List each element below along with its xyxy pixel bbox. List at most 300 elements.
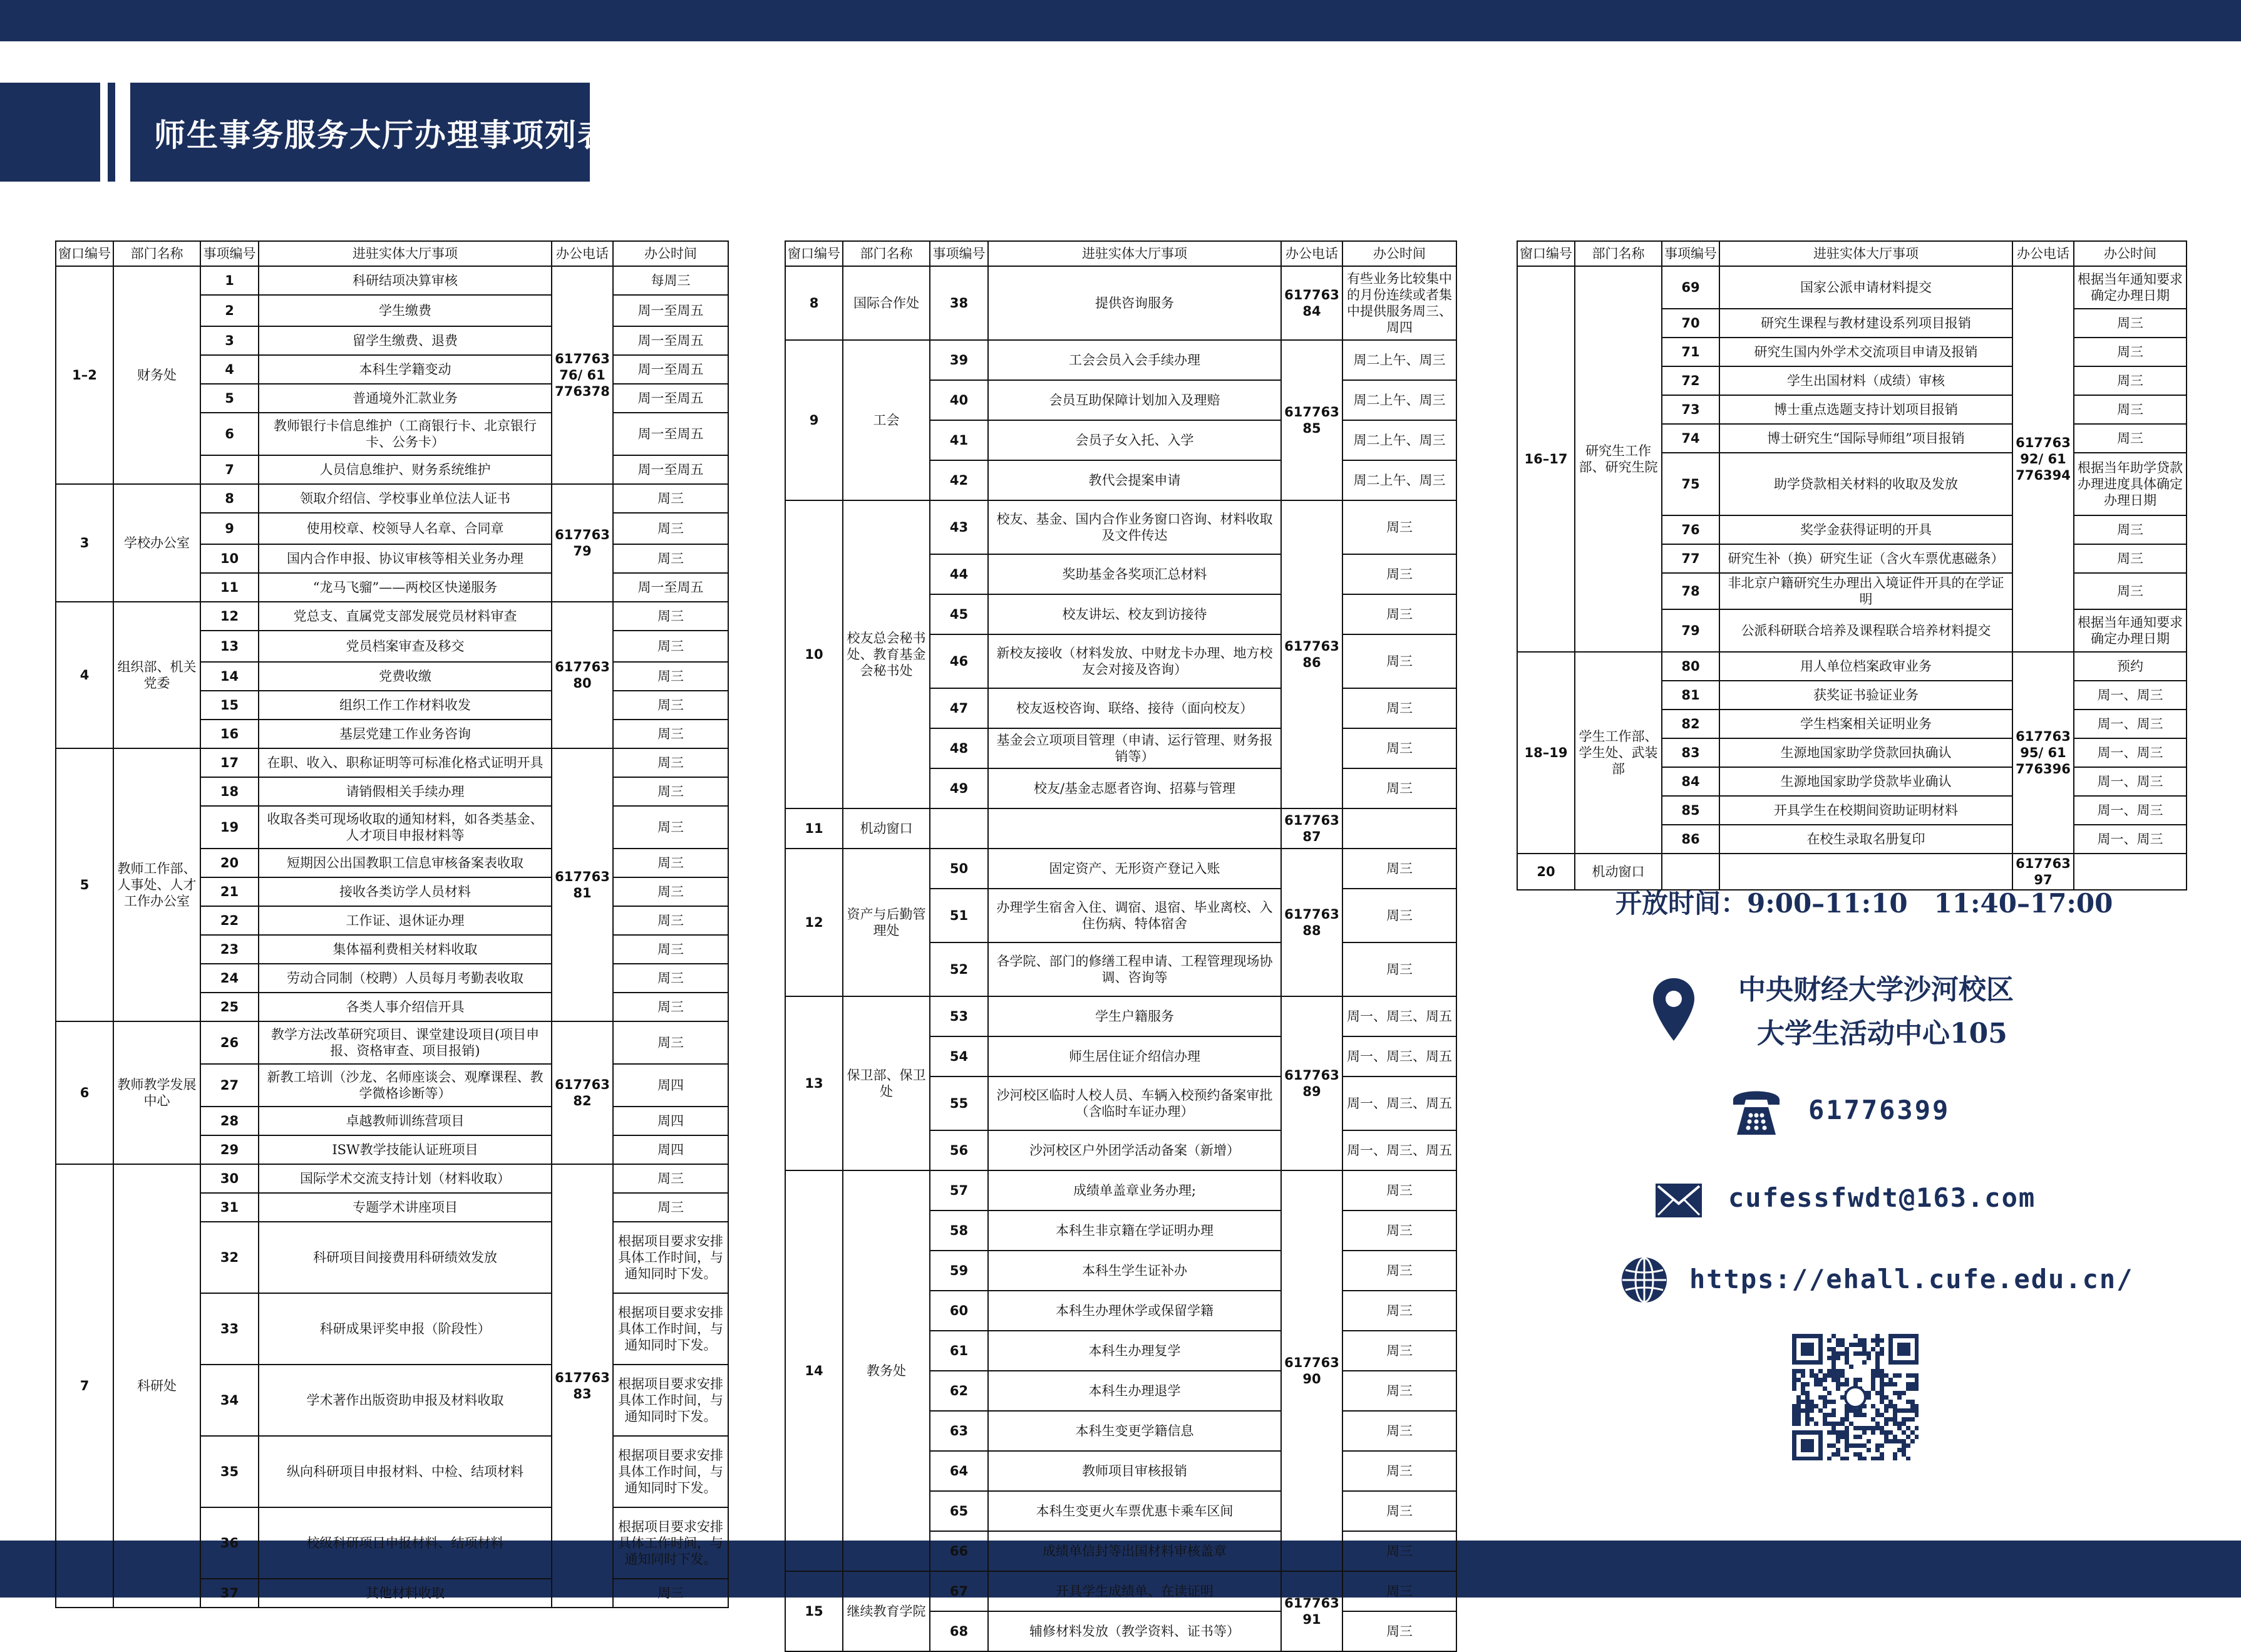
office-phone: 61776379 — [552, 484, 613, 602]
item-number: 56 — [930, 1130, 988, 1170]
office-hours: 周二上午、周三 — [1342, 460, 1456, 500]
item-number: 59 — [930, 1251, 988, 1291]
column-header: 部门名称 — [843, 241, 930, 266]
item-number: 86 — [1662, 825, 1719, 854]
office-hours: 周三 — [1342, 1411, 1456, 1451]
item-name: 学生出国材料（成绩）审核 — [1719, 366, 2012, 395]
item-name: 本科生学生证补办 — [988, 1251, 1281, 1291]
item-number: 11 — [200, 573, 259, 602]
title-block — [0, 83, 610, 182]
office-hours: 周三 — [1342, 942, 1456, 996]
table-right — [1517, 240, 2187, 891]
office-hours: 周三 — [613, 906, 728, 935]
item-name: 成绩单信封等出国材料审核盖章 — [988, 1531, 1281, 1571]
column-header: 部门名称 — [1575, 241, 1662, 266]
column-header: 事项编号 — [1662, 241, 1719, 266]
item-number: 63 — [930, 1411, 988, 1451]
office-hours: 周一、周三 — [2074, 710, 2187, 738]
office-hours: 周一至周五 — [613, 326, 728, 355]
item-name: 国家公派申请材料提交 — [1719, 266, 2012, 309]
table-row — [56, 602, 728, 631]
item-name: 使用校章、校领导人名章、合同章 — [259, 513, 552, 544]
office-hours: 周三 — [613, 964, 728, 993]
item-name: 教师银行卡信息维护（工商银行卡、北京银行卡、公务卡） — [259, 413, 552, 455]
office-hours: 周三 — [613, 544, 728, 573]
window-number: 3 — [56, 484, 113, 602]
window-number: 7 — [56, 1164, 113, 1608]
window-number: 5 — [56, 748, 113, 1021]
item-number: 36 — [200, 1507, 259, 1579]
table-row — [785, 1170, 1456, 1211]
item-number: 2 — [200, 295, 259, 326]
office-phone: 61776389 — [1281, 996, 1342, 1170]
item-name: 请销假相关手续办理 — [259, 777, 552, 806]
item-name: 沙河校区临时人校人员、车辆入校预约备案审批（含临时车证办理） — [988, 1076, 1281, 1130]
item-number: 80 — [1662, 652, 1719, 681]
table-row — [56, 1164, 728, 1193]
item-number: 52 — [930, 942, 988, 996]
header-row — [785, 241, 1456, 266]
item-number: 33 — [200, 1293, 259, 1365]
window-number: 8 — [785, 266, 843, 340]
office-phone: 61776381 — [552, 748, 613, 1021]
item-name: ISW教学技能认证班项目 — [259, 1135, 552, 1164]
office-hours: 周三 — [2074, 309, 2187, 338]
item-name: 本科生办理复学 — [988, 1331, 1281, 1371]
office-hours: 预约 — [2074, 652, 2187, 681]
item-name: 教代会提案申请 — [988, 460, 1281, 500]
envelope-icon — [1656, 1184, 1702, 1217]
qr-code[interactable] — [1792, 1334, 1919, 1460]
item-name: 开具学生成绩单、在读证明 — [988, 1571, 1281, 1611]
page-title: 师生事务服务大厅办理事项列表 — [154, 116, 610, 153]
item-name: 国际学术交流支持计划（材料收取） — [259, 1164, 552, 1193]
office-hours: 周三 — [1342, 849, 1456, 889]
column-header: 窗口编号 — [56, 241, 113, 266]
office-hours: 周三 — [1342, 1531, 1456, 1571]
item-number: 30 — [200, 1164, 259, 1193]
office-hours: 根据项目要求安排具体工作时间，与通知同时下发。 — [613, 1222, 728, 1293]
table-row — [56, 484, 728, 513]
department-name: 学校办公室 — [113, 484, 200, 602]
item-number: 22 — [200, 906, 259, 935]
item-number: 31 — [200, 1193, 259, 1222]
item-name: 生源地国家助学贷款回执确认 — [1719, 738, 2012, 767]
item-name: 会员子女入托、入学 — [988, 420, 1281, 460]
title-bar-left — [0, 83, 100, 182]
item-number: 65 — [930, 1491, 988, 1531]
department-name: 财务处 — [113, 266, 200, 484]
item-number: 40 — [930, 380, 988, 420]
office-phone: 61776391 — [1281, 1571, 1342, 1651]
item-number: 4 — [200, 355, 259, 384]
office-hours: 根据项目要求安排具体工作时间，与通知同时下发。 — [613, 1436, 728, 1507]
item-number: 41 — [930, 420, 988, 460]
office-hours: 周三 — [1342, 728, 1456, 768]
column-header: 办公电话 — [552, 241, 613, 266]
office-hours: 周一、周三、周五 — [1342, 1076, 1456, 1130]
item-number: 8 — [200, 484, 259, 513]
office-hours: 周三 — [2074, 515, 2187, 544]
table-row — [56, 266, 728, 295]
office-hours: 周三 — [613, 849, 728, 877]
table-row — [785, 500, 1456, 554]
office-hours: 周三 — [613, 877, 728, 906]
department-name: 组织部、机关党委 — [113, 602, 200, 748]
office-hours: 周三 — [1342, 1451, 1456, 1491]
item-name: 博士重点选题支持计划项目报销 — [1719, 395, 2012, 424]
title-bar-stripe — [108, 83, 115, 182]
item-number: 37 — [200, 1579, 259, 1608]
item-number: 72 — [1662, 366, 1719, 395]
item-number: 49 — [930, 768, 988, 808]
department-name: 教师教学发展中心 — [113, 1021, 200, 1164]
item-number: 78 — [1662, 573, 1719, 609]
item-number: 43 — [930, 500, 988, 554]
item-name: 新校友接收（材料发放、中财龙卡办理、地方校友会对接及咨询） — [988, 634, 1281, 688]
item-name: 教师项目审核报销 — [988, 1451, 1281, 1491]
item-name: 用人单位档案政审业务 — [1719, 652, 2012, 681]
item-name: 开具学生在校期间资助证明材料 — [1719, 796, 2012, 825]
item-name: 沙河校区户外团学活动备案（新增） — [988, 1130, 1281, 1170]
table-row — [785, 266, 1456, 340]
item-number: 75 — [1662, 453, 1719, 515]
office-hours: 周三 — [613, 748, 728, 777]
item-name: 学生户籍服务 — [988, 996, 1281, 1036]
department-name: 教务处 — [843, 1170, 930, 1571]
item-number: 57 — [930, 1170, 988, 1211]
column-header: 部门名称 — [113, 241, 200, 266]
window-number: 13 — [785, 996, 843, 1170]
office-hours: 有些业务比较集中的月份连续或者集中提供服务周三、周四 — [1342, 266, 1456, 340]
office-hours — [1342, 808, 1456, 849]
item-number: 58 — [930, 1211, 988, 1251]
campus-line-1: 中央财经大学沙河校区 — [1738, 974, 2014, 1006]
location-pin-icon — [1651, 976, 1697, 1043]
contact-phone: 61776399 — [1808, 1095, 1950, 1125]
item-name: 教学方法改革研究项目、课堂建设项目(项目申报、资格审查、项目报销) — [259, 1021, 552, 1064]
window-number: 10 — [785, 500, 843, 808]
window-number: 11 — [785, 808, 843, 849]
item-number: 12 — [200, 602, 259, 631]
item-number: 19 — [200, 806, 259, 849]
item-number: 60 — [930, 1291, 988, 1331]
item-number: 34 — [200, 1365, 259, 1436]
item-name: 卓越教师训练营项目 — [259, 1107, 552, 1135]
column-header: 事项编号 — [930, 241, 988, 266]
office-hours: 周一至周五 — [613, 384, 728, 413]
item-number: 32 — [200, 1222, 259, 1293]
office-phone: 61776395/ 61776396 — [2012, 652, 2074, 854]
item-name: 纵向科研项目申报材料、中检、结项材料 — [259, 1436, 552, 1507]
office-hours: 周三 — [1342, 594, 1456, 634]
item-number: 62 — [930, 1371, 988, 1411]
telephone-icon — [1729, 1081, 1783, 1137]
office-hours: 根据当年通知要求确定办理日期 — [2074, 266, 2187, 309]
office-hours: 周四 — [613, 1064, 728, 1107]
item-number: 67 — [930, 1571, 988, 1611]
column-header: 窗口编号 — [785, 241, 843, 266]
item-number: 28 — [200, 1107, 259, 1135]
office-hours: 周一、周三、周五 — [1342, 1130, 1456, 1170]
item-number: 53 — [930, 996, 988, 1036]
item-name: 校友/基金志愿者咨询、招募与管理 — [988, 768, 1281, 808]
department-name: 保卫部、保卫处 — [843, 996, 930, 1170]
department-name: 科研处 — [113, 1164, 200, 1608]
item-number: 50 — [930, 849, 988, 889]
item-number: 71 — [1662, 338, 1719, 366]
item-number: 61 — [930, 1331, 988, 1371]
item-name: 党员档案审查及移交 — [259, 631, 552, 662]
item-name: 辅修材料发放（教学资料、证书等） — [988, 1611, 1281, 1651]
item-name: 基层党建工作业务咨询 — [259, 720, 552, 748]
office-phone: 61776387 — [1281, 808, 1342, 849]
top-band — [0, 0, 2241, 41]
item-name: 助学贷款相关材料的收取及发放 — [1719, 453, 2012, 515]
column-header: 办公时间 — [613, 241, 728, 266]
office-hours: 根据当年通知要求确定办理日期 — [2074, 609, 2187, 652]
item-name: 固定资产、无形资产登记入账 — [988, 849, 1281, 889]
item-number: 5 — [200, 384, 259, 413]
item-number: 3 — [200, 326, 259, 355]
office-hours: 周一、周三 — [2074, 738, 2187, 767]
item-name: 工作证、退休证办理 — [259, 906, 552, 935]
office-hours: 周三 — [1342, 554, 1456, 594]
item-name: 党费收缴 — [259, 662, 552, 691]
item-name: 工会会员入会手续办理 — [988, 340, 1281, 380]
office-phone: 61776384 — [1281, 266, 1342, 340]
window-number: 4 — [56, 602, 113, 748]
table-row — [785, 996, 1456, 1036]
department-name: 资产与后勤管理处 — [843, 849, 930, 996]
item-name: 校友讲坛、校友到访接待 — [988, 594, 1281, 634]
item-number: 77 — [1662, 544, 1719, 573]
item-name: 普通境外汇款业务 — [259, 384, 552, 413]
table-row — [785, 808, 1456, 849]
globe-icon — [1619, 1255, 1669, 1305]
item-number — [930, 808, 988, 849]
window-number: 20 — [1517, 854, 1575, 890]
office-hours: 周三 — [613, 691, 728, 720]
office-hours: 周三 — [1342, 1251, 1456, 1291]
office-hours: 周三 — [613, 935, 728, 964]
item-name: 校友、基金、国内合作业务窗口咨询、材料收取及文件传达 — [988, 500, 1281, 554]
item-name: 在校生录取名册复印 — [1719, 825, 2012, 854]
table-left — [55, 240, 729, 1608]
item-name: 劳动合同制（校聘）人员每月考勤表收取 — [259, 964, 552, 993]
item-name: 新教工培训（沙龙、名师座谈会、观摩课程、教学微格诊断等） — [259, 1064, 552, 1107]
item-number: 54 — [930, 1036, 988, 1076]
item-number: 1 — [200, 266, 259, 295]
window-number: 15 — [785, 1571, 843, 1651]
item-number: 13 — [200, 631, 259, 662]
office-hours: 周三 — [1342, 634, 1456, 688]
item-name: 提供咨询服务 — [988, 266, 1281, 340]
column-header: 窗口编号 — [1517, 241, 1575, 266]
office-phone: 61776380 — [552, 602, 613, 748]
department-name: 教师工作部、人事处、人才工作办公室 — [113, 748, 200, 1021]
item-number: 83 — [1662, 738, 1719, 767]
office-hours: 周三 — [1342, 1571, 1456, 1611]
website-url[interactable]: https://ehall.cufe.edu.cn/ — [1689, 1264, 2134, 1294]
office-hours: 周三 — [2074, 366, 2187, 395]
item-number: 7 — [200, 455, 259, 484]
office-hours: 周三 — [2074, 544, 2187, 573]
item-number: 69 — [1662, 266, 1719, 309]
item-number: 18 — [200, 777, 259, 806]
item-name: 留学生缴费、退费 — [259, 326, 552, 355]
item-name: 学生缴费 — [259, 295, 552, 326]
office-hours: 周二上午、周三 — [1342, 420, 1456, 460]
department-name: 继续教育学院 — [843, 1571, 930, 1651]
office-hours: 周三 — [1342, 500, 1456, 554]
item-name: 办理学生宿舍入住、调宿、退宿、毕业离校、入住伤病、特体宿舍 — [988, 889, 1281, 942]
item-name: 本科生办理退学 — [988, 1371, 1281, 1411]
table-row — [56, 748, 728, 777]
office-hours: 周三 — [1342, 768, 1456, 808]
department-name: 机动窗口 — [1575, 854, 1662, 890]
item-name: 领取介绍信、学校事业单位法人证书 — [259, 484, 552, 513]
item-number: 81 — [1662, 681, 1719, 710]
office-phone: 61776388 — [1281, 849, 1342, 996]
item-name: 研究生补（换）研究生证（含火车票优惠磁条） — [1719, 544, 2012, 573]
item-number: 42 — [930, 460, 988, 500]
item-name: 本科生非京籍在学证明办理 — [988, 1211, 1281, 1251]
window-number: 18–19 — [1517, 652, 1575, 854]
item-name: 基金会立项项目管理（申请、运行管理、财务报销等） — [988, 728, 1281, 768]
office-hours: 每周三 — [613, 266, 728, 295]
item-number: 64 — [930, 1451, 988, 1491]
item-number: 55 — [930, 1076, 988, 1130]
header-row — [56, 241, 728, 266]
office-hours: 周三 — [613, 806, 728, 849]
office-hours: 周四 — [613, 1107, 728, 1135]
open-hours: 开放时间：9:00–11:10 11:40–17:00 — [1615, 888, 2113, 919]
office-hours: 周三 — [1342, 1611, 1456, 1651]
department-name: 机动窗口 — [843, 808, 930, 849]
office-hours: 周三 — [613, 513, 728, 544]
item-number: 25 — [200, 993, 259, 1021]
office-hours: 周三 — [1342, 1170, 1456, 1211]
item-number: 45 — [930, 594, 988, 634]
item-name: 收取各类可现场收取的通知材料，如各类基金、人才项目申报材料等 — [259, 806, 552, 849]
office-hours: 周三 — [2074, 573, 2187, 609]
item-number: 9 — [200, 513, 259, 544]
office-hours: 周三 — [2074, 338, 2187, 366]
item-name: 研究生课程与教材建设系列项目报销 — [1719, 309, 2012, 338]
item-number: 23 — [200, 935, 259, 964]
item-name: 校友返校咨询、联络、接待（面向校友） — [988, 688, 1281, 728]
item-name: 生源地国家助学贷款毕业确认 — [1719, 767, 2012, 796]
item-number: 68 — [930, 1611, 988, 1651]
department-name: 校友总会秘书处、教育基金会秘书处 — [843, 500, 930, 808]
item-name: 研究生国内外学术交流项目申请及报销 — [1719, 338, 2012, 366]
item-name: 本科生办理休学或保留学籍 — [988, 1291, 1281, 1331]
item-number: 17 — [200, 748, 259, 777]
item-number: 84 — [1662, 767, 1719, 796]
item-number: 73 — [1662, 395, 1719, 424]
item-number: 44 — [930, 554, 988, 594]
office-hours: 周一、周三 — [2074, 825, 2187, 854]
column-header: 进驻实体大厅事项 — [988, 241, 1281, 266]
header-row — [1517, 241, 2187, 266]
item-name: 各学院、部门的修缮工程申请、工程管理现场协调、咨询等 — [988, 942, 1281, 996]
item-number: 47 — [930, 688, 988, 728]
item-name: 组织工作工作材料收发 — [259, 691, 552, 720]
window-number: 16–17 — [1517, 266, 1575, 652]
item-number: 38 — [930, 266, 988, 340]
item-number: 66 — [930, 1531, 988, 1571]
item-number: 82 — [1662, 710, 1719, 738]
item-name: 专题学术讲座项目 — [259, 1193, 552, 1222]
item-name: 获奖证书验证业务 — [1719, 681, 2012, 710]
item-name: 本科生学籍变动 — [259, 355, 552, 384]
office-hours: 周一、周三 — [2074, 796, 2187, 825]
office-hours: 周三 — [613, 484, 728, 513]
item-number: 15 — [200, 691, 259, 720]
office-phone: 61776382 — [552, 1021, 613, 1164]
office-hours: 周三 — [1342, 1491, 1456, 1531]
office-hours: 周三 — [613, 777, 728, 806]
office-hours: 周三 — [1342, 1291, 1456, 1331]
item-name — [988, 808, 1281, 849]
office-hours: 周一至周五 — [613, 455, 728, 484]
table-row — [785, 1571, 1456, 1611]
item-number: 46 — [930, 634, 988, 688]
item-number: 20 — [200, 849, 259, 877]
window-number: 1–2 — [56, 266, 113, 484]
office-hours: 周三 — [613, 1021, 728, 1064]
column-header: 进驻实体大厅事项 — [259, 241, 552, 266]
table-row — [56, 1021, 728, 1064]
item-name: 成绩单盖章业务办理; — [988, 1170, 1281, 1211]
item-number: 10 — [200, 544, 259, 573]
item-number: 35 — [200, 1436, 259, 1507]
office-phone: 61776392/ 61776394 — [2012, 266, 2074, 652]
office-hours: 周三 — [613, 602, 728, 631]
campus-line-2: 大学生活动中心105 — [1757, 1018, 2007, 1050]
office-phone: 61776385 — [1281, 340, 1342, 500]
window-number: 9 — [785, 340, 843, 500]
item-name: 奖助基金各奖项汇总材料 — [988, 554, 1281, 594]
item-number: 26 — [200, 1021, 259, 1064]
item-name: 奖学金获得证明的开具 — [1719, 515, 2012, 544]
table-row — [1517, 266, 2187, 309]
column-header: 进驻实体大厅事项 — [1719, 241, 2012, 266]
item-number: 6 — [200, 413, 259, 455]
office-hours: 周三 — [613, 1579, 728, 1608]
office-hours: 周三 — [613, 720, 728, 748]
item-name: 公派科研联合培养及课程联合培养材料提交 — [1719, 609, 2012, 652]
contact-email[interactable]: cufessfwdt@163.com — [1728, 1182, 2036, 1213]
office-hours: 根据项目要求安排具体工作时间，与通知同时下发。 — [613, 1293, 728, 1365]
office-hours: 周一至周五 — [613, 295, 728, 326]
column-header: 办公电话 — [1281, 241, 1342, 266]
office-phone: 61776383 — [552, 1164, 613, 1608]
department-name: 研究生工作部、研究生院 — [1575, 266, 1662, 652]
item-name: 学生档案相关证明业务 — [1719, 710, 2012, 738]
item-number: 48 — [930, 728, 988, 768]
item-number: 70 — [1662, 309, 1719, 338]
office-hours: 周一至周五 — [613, 413, 728, 455]
item-number: 39 — [930, 340, 988, 380]
item-name: 人员信息维护、财务系统维护 — [259, 455, 552, 484]
office-hours: 根据项目要求安排具体工作时间，与通知同时下发。 — [613, 1365, 728, 1436]
item-name: 校级科研项目申报材料、结项材料 — [259, 1507, 552, 1579]
item-name: 博士研究生“国际导师组”项目报销 — [1719, 424, 2012, 453]
office-hours: 周二上午、周三 — [1342, 380, 1456, 420]
office-hours: 周三 — [2074, 395, 2187, 424]
